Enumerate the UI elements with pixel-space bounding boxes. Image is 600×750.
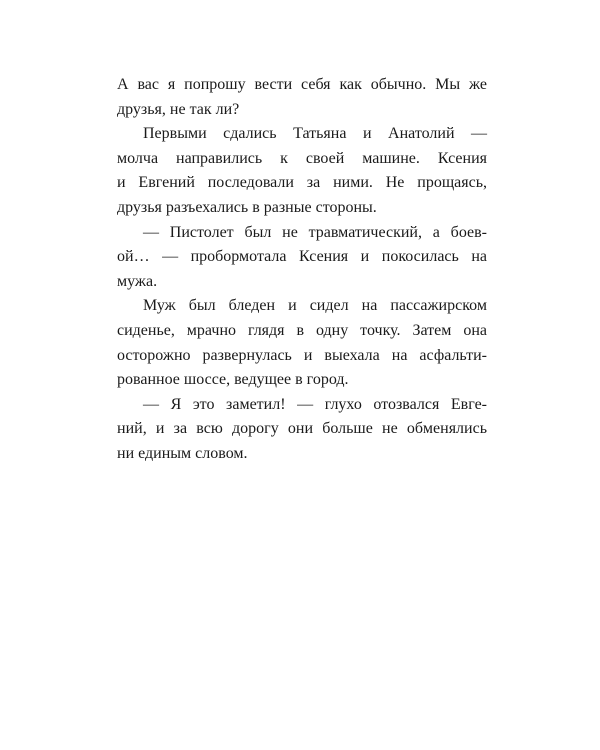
text-line: сиденье, мрачно глядя в одну точку. Затем она	[117, 321, 487, 339]
text-line: рованное шоссе, ведущее в город.	[117, 371, 349, 389]
text-line: друзья разъехались в разные стороны.	[117, 198, 377, 216]
page-text	[117, 73, 487, 467]
text-line: Муж был бледен и сидел на пассажирском	[143, 297, 487, 315]
text-line: осторожно развернулась и выехала на асфальти-	[117, 346, 487, 364]
text-line: А вас я попрошу вести себя как обычно. Мы же	[117, 76, 487, 93]
text-line: друзья, не так ли?	[117, 100, 240, 118]
text-line: и Евгений последовали за ними. Не прощаясь,	[117, 174, 487, 192]
text-line: — Пистолет был не травматический, а боев-	[143, 223, 487, 241]
text-line: ни единым словом.	[117, 444, 248, 462]
text-line: ний, и за всю дорогу они больше не обменялись	[117, 420, 487, 438]
text-line: молча направились к своей машине. Ксения	[117, 149, 487, 167]
text-line: — Я это заметил! — глухо отозвался Евге-	[143, 395, 487, 413]
text-line: мужа.	[117, 272, 158, 290]
text-line: ой… — пробормотала Ксения и покосилась на	[117, 248, 487, 266]
text-line: Первыми сдались Татьяна и Анатолий —	[143, 125, 487, 143]
